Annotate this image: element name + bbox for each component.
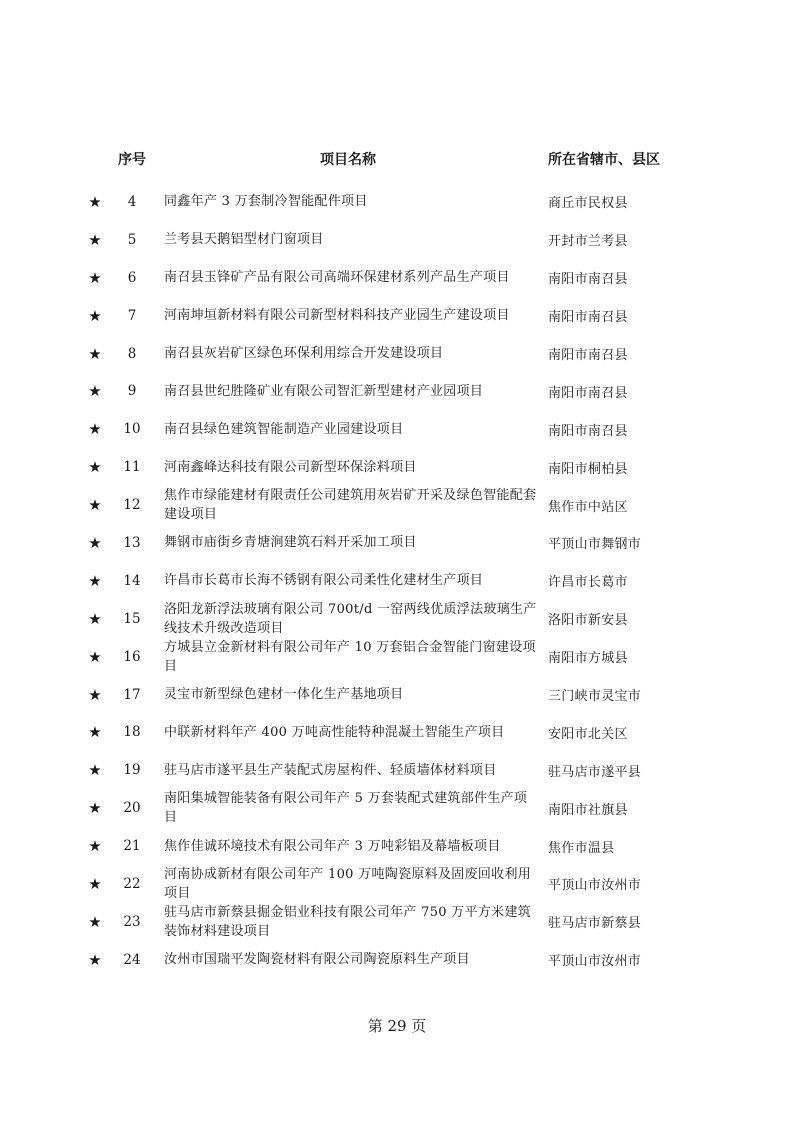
row-location: 南阳市南召县 — [548, 423, 628, 439]
table-row — [0, 600, 794, 638]
star-icon: ★ — [88, 458, 102, 477]
row-location: 平顶山市舞钢市 — [548, 537, 642, 553]
row-project-name: 南召县绿色建筑智能制造产业园建设项目 — [164, 421, 404, 437]
row-seq: 6 — [127, 269, 137, 286]
star-icon: ★ — [88, 609, 102, 628]
row-project-name: 洛阳龙新浮法玻璃有限公司 700t/d 一窑两线优质浮法玻璃生产线技术升级改造项目 — [164, 601, 537, 636]
star-icon: ★ — [88, 950, 102, 969]
star-icon: ★ — [88, 496, 102, 515]
row-project-name: 河南协成新材有限公司年产 100 万吨陶瓷原料及固废回收利用项目 — [164, 866, 532, 901]
table-row — [0, 524, 794, 562]
row-project-name: 中联新材料年产 400 万吨高性能特种混凝土智能生产项目 — [164, 724, 505, 740]
row-project-name: 河南鑫峰达科技有限公司新型环保涂料项目 — [164, 459, 417, 475]
table-row — [0, 903, 794, 941]
star-icon: ★ — [88, 192, 102, 211]
table-row — [0, 183, 794, 221]
row-seq: 20 — [123, 800, 141, 817]
row-seq: 13 — [123, 534, 141, 551]
row-project-name: 灵宝市新型绿色建材一体化生产基地项目 — [164, 687, 404, 703]
star-icon: ★ — [88, 382, 102, 401]
row-location: 开封市兰考县 — [548, 234, 628, 250]
row-location: 南阳市南召县 — [548, 385, 628, 401]
page-number: 第 29 页 — [367, 1017, 427, 1035]
row-seq: 15 — [123, 610, 141, 627]
row-seq: 14 — [123, 572, 141, 589]
row-seq: 23 — [123, 913, 141, 930]
table-row — [0, 865, 794, 903]
star-icon: ★ — [88, 837, 102, 856]
row-seq: 10 — [123, 421, 141, 438]
header-location: 所在省辖市、县区 — [548, 152, 660, 168]
row-project-name: 同鑫年产 3 万套制冷智能配件项目 — [164, 194, 368, 210]
row-seq: 17 — [123, 686, 141, 703]
header-seq: 序号 — [118, 152, 146, 168]
row-project-name: 驻马店市遂平县生产装配式房屋构件、轻质墙体材料项目 — [164, 762, 497, 778]
row-project-name: 焦作市绿能建材有限责任公司建筑用灰岩矿开采及绿色智能配套建设项目 — [164, 488, 537, 523]
table-row — [0, 335, 794, 373]
table-row — [0, 372, 794, 410]
row-location: 三门峡市灵宝市 — [548, 689, 642, 705]
row-seq: 9 — [127, 383, 137, 400]
row-seq: 18 — [123, 724, 141, 741]
table-row — [0, 676, 794, 714]
star-icon: ★ — [88, 685, 102, 704]
table-row — [0, 751, 794, 789]
row-location: 南阳市南召县 — [548, 272, 628, 288]
table-row — [0, 713, 794, 751]
row-location: 商丘市民权县 — [548, 196, 628, 212]
row-project-name: 南召县玉锋矿产品有限公司高端环保建材系列产品生产项目 — [164, 270, 510, 286]
table-row — [0, 297, 794, 335]
star-icon: ★ — [88, 344, 102, 363]
header-project-name: 项目名称 — [320, 152, 376, 168]
row-location: 驻马店市遂平县 — [548, 764, 642, 780]
star-icon: ★ — [88, 874, 102, 893]
star-icon: ★ — [88, 761, 102, 780]
star-icon: ★ — [88, 533, 102, 552]
row-location: 洛阳市新安县 — [548, 613, 628, 629]
row-seq: 8 — [127, 345, 137, 362]
star-icon: ★ — [88, 723, 102, 742]
row-seq: 4 — [127, 193, 137, 210]
table-row — [0, 789, 794, 827]
row-project-name: 方城县立金新材料有限公司年产 10 万套铝合金智能门窗建设项目 — [164, 639, 536, 674]
table-row — [0, 486, 794, 524]
row-seq: 5 — [127, 231, 137, 248]
row-location: 平顶山市汝州市 — [548, 878, 642, 894]
row-location: 南阳市桐柏县 — [548, 461, 628, 477]
table-row — [0, 448, 794, 486]
row-project-name: 兰考县天鹅铝型材门窗项目 — [164, 232, 324, 248]
project-table — [0, 183, 794, 979]
star-icon: ★ — [88, 420, 102, 439]
row-project-name: 南召县灰岩矿区绿色环保利用综合开发建设项目 — [164, 346, 444, 361]
row-location: 驻马店市新蔡县 — [548, 916, 642, 932]
star-icon: ★ — [88, 268, 102, 287]
row-project-name: 南召县世纪胜隆矿业有限公司智汇新型建材产业园项目 — [164, 383, 484, 399]
row-location: 焦作市温县 — [548, 840, 615, 856]
star-icon: ★ — [88, 571, 102, 590]
table-header — [0, 150, 794, 172]
row-project-name: 驻马店市新蔡县掘金铝业科技有限公司年产 750 万平方米建筑装饰材料建设项目 — [164, 904, 532, 939]
star-icon: ★ — [88, 647, 102, 666]
row-project-name: 南阳集城智能装备有限公司年产 5 万套装配式建筑部件生产项目 — [164, 791, 528, 826]
row-location: 许昌市长葛市 — [548, 575, 628, 591]
row-seq: 11 — [123, 459, 141, 476]
row-location: 南阳市南召县 — [548, 348, 628, 363]
table-row — [0, 638, 794, 676]
row-location: 南阳市方城县 — [548, 651, 628, 667]
row-location: 平顶山市汝州市 — [548, 954, 642, 970]
row-location: 焦作市中站区 — [548, 499, 628, 515]
row-project-name: 河南坤垣新材料有限公司新型材料科技产业园生产建设项目 — [164, 308, 510, 324]
row-project-name: 焦作佳诚环境技术有限公司年产 3 万吨彩铝及幕墙板项目 — [164, 838, 501, 854]
star-icon: ★ — [88, 799, 102, 818]
row-project-name: 汝州市国瑞平发陶瓷材料有限公司陶瓷原料生产项目 — [164, 952, 470, 968]
row-location: 南阳市社旗县 — [548, 802, 628, 818]
row-seq: 21 — [123, 838, 141, 855]
table-row — [0, 941, 794, 979]
row-seq: 12 — [123, 497, 141, 514]
table-row — [0, 827, 794, 865]
table-row — [0, 410, 794, 448]
row-location: 安阳市北关区 — [548, 726, 628, 742]
star-icon: ★ — [88, 306, 102, 325]
table-row — [0, 221, 794, 259]
table-row — [0, 259, 794, 297]
row-seq: 16 — [123, 648, 141, 665]
row-seq: 7 — [127, 307, 137, 324]
row-project-name: 许昌市长葛市长海不锈钢有限公司柔性化建材生产项目 — [164, 573, 484, 589]
row-project-name: 舞钢市庙街乡青塘涧建筑石料开采加工项目 — [164, 535, 417, 551]
star-icon: ★ — [88, 912, 102, 931]
row-seq: 24 — [123, 951, 141, 968]
row-location: 南阳市南召县 — [548, 310, 628, 326]
row-seq: 19 — [123, 762, 141, 779]
table-row — [0, 562, 794, 600]
row-seq: 22 — [123, 875, 141, 892]
star-icon: ★ — [88, 230, 102, 249]
